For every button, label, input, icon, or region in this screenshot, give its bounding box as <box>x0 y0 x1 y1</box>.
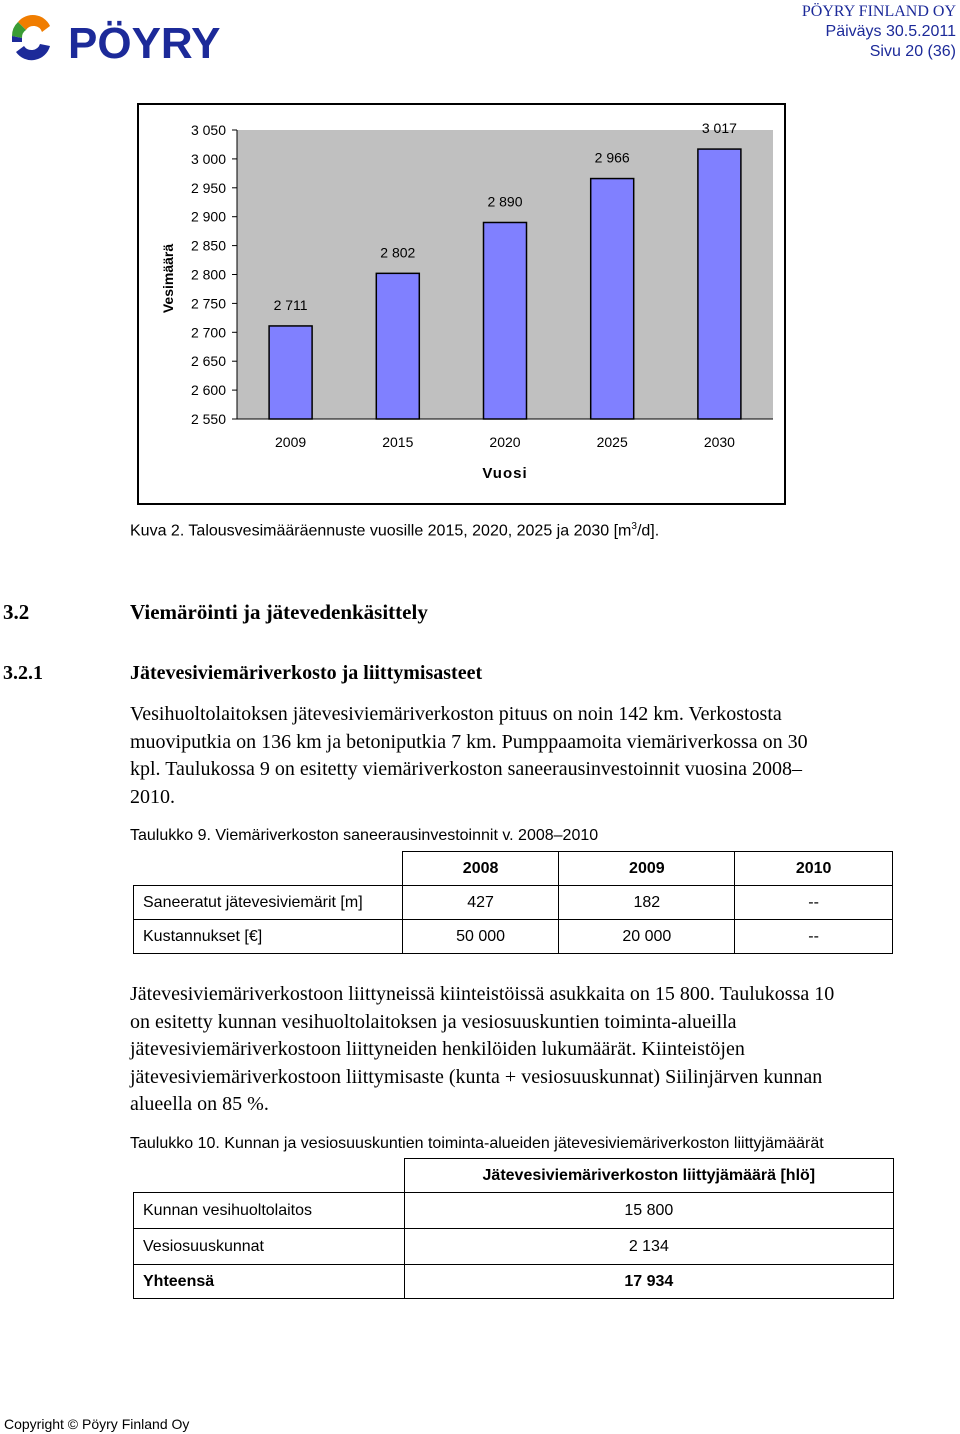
para-line: alueella on 85 %. <box>130 1093 269 1115</box>
para-line: jätevesiviemäriverkostoon liittymisaste (kunta + vesiosuuskunnat) Siilinjärven kunnan <box>130 1065 823 1088</box>
paragraph-network <box>130 701 956 811</box>
subsection-number: 3.2.1 <box>3 662 43 684</box>
para-line: Jätevesiviemäriverkostoon liittyneissä kiinteistöissä asukkaita on 15 800. Taulukossa 10 <box>130 983 835 1005</box>
table-cell: 17 934 <box>404 1265 893 1299</box>
section-number: 3.2 <box>3 600 30 624</box>
data-label: 2 966 <box>594 149 630 166</box>
y-tick-label: 3 050 <box>190 122 226 138</box>
table-row <box>134 1193 894 1229</box>
table-cell <box>134 1159 405 1193</box>
y-tick-label: 2 900 <box>190 208 226 225</box>
bar <box>698 149 741 419</box>
y-tick-label: 2 750 <box>190 295 226 312</box>
company-name: PÖYRY FINLAND OY <box>801 3 956 20</box>
copyright-footer: Copyright © Pöyry Finland Oy <box>4 1416 190 1432</box>
table-header: 2009 <box>559 852 735 886</box>
page-number: Sivu 20 (36) <box>869 43 956 60</box>
table-cell: 427 <box>402 886 559 920</box>
paragraph-connections <box>130 981 956 1119</box>
table-cell: 182 <box>559 886 735 920</box>
data-label: 2 802 <box>380 244 416 261</box>
water-forecast-chart <box>137 103 786 505</box>
bar <box>591 179 634 419</box>
para-line: 2010. <box>130 785 175 808</box>
logo-wordmark: PÖYRY <box>68 19 221 66</box>
data-label: 2 890 <box>487 193 523 210</box>
y-tick-label: 3 000 <box>190 150 226 167</box>
y-tick-label: 2 850 <box>190 237 226 254</box>
table-header: 2010 <box>735 852 893 886</box>
para-line: kpl. Taulukossa 9 on esitetty viemäriverkoston saneerausinvestoinnit vuosina 2008– <box>130 758 803 780</box>
document-header <box>802 2 956 62</box>
x-axis-label: Vuosi <box>482 465 528 482</box>
x-tick-label: 2020 <box>489 434 521 450</box>
x-tick-label: 2009 <box>275 434 307 450</box>
y-tick-label: 2 600 <box>190 382 226 399</box>
table-cell: 20 000 <box>559 920 735 954</box>
y-tick-label: 2 950 <box>190 179 226 196</box>
poyry-logo <box>6 14 258 66</box>
table-cell: 2 134 <box>404 1229 893 1265</box>
para-line: on esitetty kunnan vesihuoltolaitoksen ja vesiosuuskuntien toiminta-alueilla <box>130 1010 737 1033</box>
x-tick-label: 2025 <box>596 434 628 450</box>
y-tick-label: 2 650 <box>190 353 226 370</box>
y-axis-label: Vesimäärä <box>160 243 176 314</box>
y-tick-label: 2 550 <box>190 411 226 427</box>
x-tick-label: 2015 <box>382 434 414 450</box>
para-line: Vesihuoltolaitoksen jätevesiviemäriverkoston pituus on noin 142 km. Verkostosta <box>130 703 782 725</box>
table-row <box>134 1229 894 1265</box>
table-row <box>134 1265 894 1299</box>
row-label: Kunnan vesihuoltolaitos <box>134 1193 405 1229</box>
table-cell <box>134 852 403 886</box>
table-header-row <box>134 1159 894 1193</box>
data-label: 2 711 <box>273 296 308 313</box>
table9-caption: Taulukko 9. Viemäriverkoston saneerausinvestoinnit v. 2008–2010 <box>130 827 599 844</box>
table10-caption: Taulukko 10. Kunnan ja vesiosuuskuntien toiminta-alueiden jätevesiviemäriverkoston liittyjämäärät <box>130 1135 824 1152</box>
bar <box>376 273 419 419</box>
row-label: Saneeratut jätevesiviemärit [m] <box>134 886 403 920</box>
table10 <box>133 1158 894 1299</box>
data-label: 3 017 <box>701 120 737 137</box>
row-label: Kustannukset [€] <box>134 920 403 954</box>
row-label: Yhteensä <box>134 1265 405 1299</box>
x-tick-label: 2030 <box>703 434 735 450</box>
bar <box>269 326 312 419</box>
bar <box>484 222 527 419</box>
table9 <box>133 851 893 954</box>
y-tick-label: 2 800 <box>190 266 226 283</box>
table-cell: 15 800 <box>404 1193 893 1229</box>
table-row <box>134 920 893 954</box>
table-header: 2008 <box>402 852 559 886</box>
figure-caption: Kuva 2. Talousvesimääräennuste vuosille 2015, 2020, 2025 ja 2030 $[m^3/d]$. <box>130 521 660 540</box>
table-header: Jätevesiviemäriverkoston liittyjämäärä [hlö] <box>404 1159 893 1193</box>
table-cell: 50 000 <box>402 920 559 954</box>
table-row <box>134 886 893 920</box>
para-line: muoviputkia on 136 km ja betoniputkia 7 km. Pumppaamoita viemäriverkossa on 30 <box>130 730 808 753</box>
table-cell: -- <box>735 920 893 954</box>
para-line: jätevesiviemäriverkostoon liittyneiden henkilöiden lukumäärät. Kiinteistöjen <box>130 1038 745 1060</box>
row-label: Vesiosuuskunnat <box>134 1229 405 1265</box>
table-cell: -- <box>735 886 893 920</box>
section-title: Viemäröinti ja jätevedenkäsittely <box>130 600 428 624</box>
y-tick-label: 2 700 <box>190 324 226 341</box>
document-date: Päiväys 30.5.2011 <box>825 23 956 40</box>
table-header-row <box>134 852 893 886</box>
subsection-title: Jätevesiviemäriverkosto ja liittymisasteet <box>130 662 483 684</box>
logo-icon <box>6 14 258 66</box>
